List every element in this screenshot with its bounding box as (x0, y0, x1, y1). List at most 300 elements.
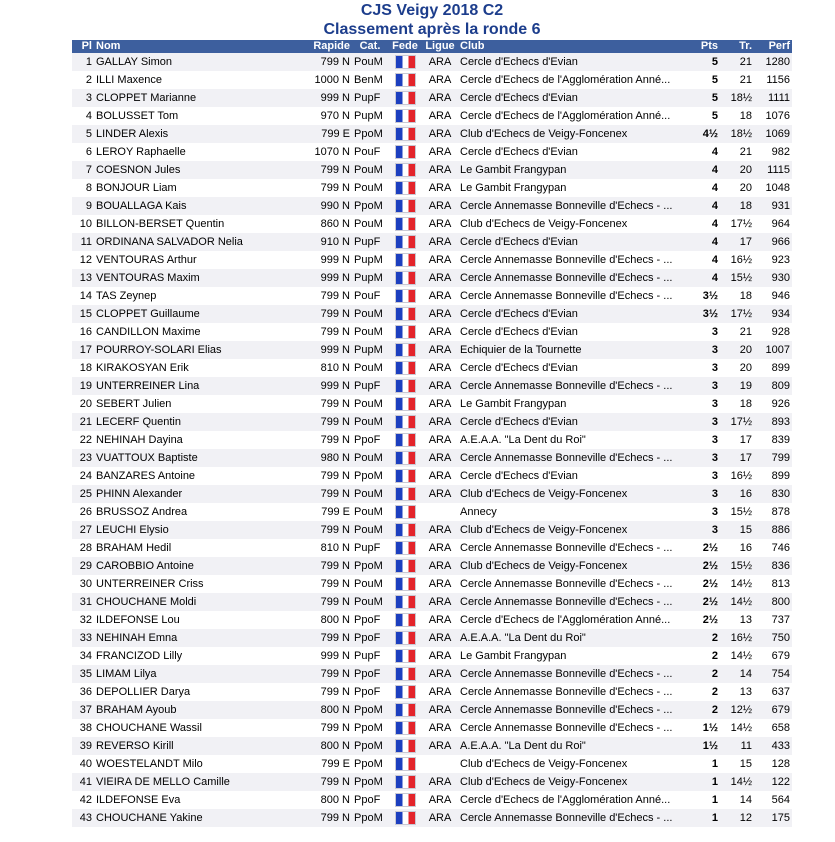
cell-rapide: 799 N (320, 470, 350, 482)
cell-ligue: ARA (428, 776, 452, 788)
cell-rapide: 980 N (320, 452, 350, 464)
cell-fede (388, 665, 422, 683)
table-row (72, 269, 792, 287)
cell-tr: 17 (739, 452, 752, 464)
cell-cat: PpoM (354, 560, 383, 572)
cell-nom: CLOPPET Guillaume (96, 308, 200, 320)
france-flag-icon (395, 721, 416, 735)
cell-pts: 2½ (702, 542, 718, 554)
france-flag-icon (395, 145, 416, 159)
cell-nom: CAROBBIO Antoine (96, 560, 194, 572)
cell-nom: LEUCHI Elysio (96, 524, 169, 536)
cell-tr: 18½ (730, 92, 752, 104)
cell-pl: 35 (79, 668, 92, 680)
cell-perf: 1111 (767, 92, 790, 104)
cell-ligue: ARA (428, 92, 452, 104)
cell-perf: 679 (771, 650, 790, 662)
cell-nom: ILDEFONSE Lou (96, 614, 180, 626)
cell-fede (388, 521, 422, 539)
cell-cat: PupF (354, 380, 381, 392)
cell-fede (388, 53, 422, 71)
cell-perf: 946 (771, 290, 790, 302)
cell-pts: 3 (711, 416, 718, 428)
cell-pts: 4 (711, 272, 718, 284)
cell-perf: 754 (771, 668, 790, 680)
cell-nom: LINDER Alexis (96, 128, 169, 140)
cell-nom: SEBERT Julien (96, 398, 172, 410)
table-row (72, 125, 792, 143)
cell-cat: PupM (354, 254, 383, 266)
cell-rapide: 999 N (320, 380, 350, 392)
cell-rapide: 1070 N (314, 146, 350, 158)
table-row (72, 305, 792, 323)
cell-fede (388, 647, 422, 665)
cell-nom: LECERF Quentin (96, 416, 181, 428)
cell-tr: 20 (739, 164, 752, 176)
cell-club: Cercle d'Echecs d'Evian (460, 236, 578, 248)
cell-fede (388, 125, 422, 143)
cell-tr: 20 (739, 182, 752, 194)
cell-pl: 12 (79, 254, 92, 266)
cell-fede (388, 611, 422, 629)
cell-fede (388, 719, 422, 737)
cell-ligue: ARA (428, 740, 452, 752)
cell-nom: DEPOLLIER Darya (96, 686, 191, 698)
cell-ligue: ARA (428, 164, 452, 176)
page-subtitle: Classement après la ronde 6 (323, 21, 541, 38)
france-flag-icon (395, 55, 416, 69)
cell-club: Club d'Echecs de Veigy-Foncenex (460, 488, 628, 500)
cell-rapide: 970 N (320, 110, 350, 122)
cell-fede (388, 791, 422, 809)
cell-pts: 4 (711, 146, 718, 158)
cell-club: Cercle Annemasse Bonneville d'Echecs - ... (460, 704, 673, 716)
cell-rapide: 799 N (320, 488, 350, 500)
cell-rapide: 999 N (320, 254, 350, 266)
cell-pl: 17 (79, 344, 92, 356)
cell-perf: 934 (771, 308, 790, 320)
cell-rapide: 799 N (320, 524, 350, 536)
cell-club: Cercle d'Echecs de l'Agglomération Anné... (460, 110, 671, 122)
cell-pts: 4 (711, 218, 718, 230)
cell-club: Cercle Annemasse Bonneville d'Echecs - ... (460, 290, 673, 302)
cell-pl: 14 (79, 290, 92, 302)
cell-nom: ORDINANA SALVADOR Nelia (96, 236, 243, 248)
cell-perf: 809 (771, 380, 790, 392)
cell-pl: 19 (79, 380, 92, 392)
cell-tr: 15½ (730, 272, 752, 284)
cell-ligue: ARA (428, 290, 452, 302)
cell-ligue: ARA (428, 128, 452, 140)
cell-fede (388, 197, 422, 215)
table-row (72, 503, 792, 521)
france-flag-icon (395, 109, 416, 123)
france-flag-icon (395, 613, 416, 627)
cell-fede (388, 485, 422, 503)
cell-ligue: ARA (428, 416, 452, 428)
cell-rapide: 800 N (320, 740, 350, 752)
cell-nom: CANDILLON Maxime (96, 326, 201, 338)
cell-perf: 893 (771, 416, 790, 428)
cell-pts: 3 (711, 380, 718, 392)
cell-ligue: ARA (428, 344, 452, 356)
cell-ligue: ARA (428, 308, 452, 320)
cell-nom: GALLAY Simon (96, 56, 173, 68)
cell-ligue: ARA (428, 146, 452, 158)
cell-club: Cercle Annemasse Bonneville d'Echecs - ... (460, 380, 673, 392)
cell-cat: PpoM (354, 740, 383, 752)
cell-cat: PpoM (354, 128, 383, 140)
cell-tr: 18 (739, 398, 752, 410)
table-row (72, 107, 792, 125)
table-row (72, 647, 792, 665)
cell-ligue: ARA (428, 362, 452, 374)
cell-perf: 679 (771, 704, 790, 716)
cell-club: Cercle d'Echecs d'Evian (460, 326, 578, 338)
cell-pl: 10 (79, 218, 92, 230)
cell-club: Club d'Echecs de Veigy-Foncenex (460, 758, 628, 770)
cell-perf: 899 (771, 470, 790, 482)
cell-fede (388, 395, 422, 413)
cell-cat: PpoF (354, 434, 381, 446)
col-header-fede: Fede (392, 40, 418, 52)
cell-pts: 2½ (702, 560, 718, 572)
cell-club: Club d'Echecs de Veigy-Foncenex (460, 128, 628, 140)
cell-nom: CHOUCHANE Moldi (96, 596, 197, 608)
cell-fede (388, 359, 422, 377)
table-row (72, 665, 792, 683)
cell-perf: 982 (771, 146, 790, 158)
cell-cat: PouM (354, 164, 383, 176)
cell-cat: PupF (354, 542, 381, 554)
cell-club: Club d'Echecs de Veigy-Foncenex (460, 560, 628, 572)
cell-perf: 930 (771, 272, 790, 284)
cell-tr: 15 (739, 524, 752, 536)
cell-club: A.E.A.A. "La Dent du Roi" (460, 434, 586, 446)
cell-cat: PpoF (354, 794, 381, 806)
cell-club: Club d'Echecs de Veigy-Foncenex (460, 218, 628, 230)
france-flag-icon (395, 541, 416, 555)
france-flag-icon (395, 271, 416, 285)
cell-rapide: 799 N (320, 398, 350, 410)
cell-perf: 926 (771, 398, 790, 410)
cell-fede (388, 269, 422, 287)
cell-nom: BRUSSOZ Andrea (96, 506, 188, 518)
cell-pts: 2½ (702, 578, 718, 590)
cell-perf: 923 (771, 254, 790, 266)
cell-tr: 11 (740, 740, 752, 752)
france-flag-icon (395, 415, 416, 429)
cell-rapide: 800 N (320, 704, 350, 716)
cell-nom: REVERSO Kirill (96, 740, 174, 752)
cell-nom: UNTERREINER Criss (96, 578, 204, 590)
cell-pts: 2 (711, 686, 718, 698)
cell-pl: 34 (79, 650, 92, 662)
table-row (72, 629, 792, 647)
table-row (72, 377, 792, 395)
cell-pl: 41 (79, 776, 92, 788)
table-row (72, 179, 792, 197)
cell-pts: 3 (711, 506, 718, 518)
france-flag-icon (395, 523, 416, 537)
cell-pl: 25 (79, 488, 92, 500)
cell-nom: LEROY Raphaelle (96, 146, 186, 158)
cell-club: Cercle d'Echecs de l'Agglomération Anné... (460, 614, 671, 626)
cell-pts: 3½ (702, 290, 718, 302)
cell-fede (388, 215, 422, 233)
table-row (72, 251, 792, 269)
col-header-nom: Nom (96, 40, 121, 52)
cell-tr: 16½ (730, 632, 752, 644)
cell-perf: 1007 (765, 344, 790, 356)
cell-cat: PupF (354, 236, 381, 248)
table-row (72, 557, 792, 575)
france-flag-icon (395, 577, 416, 591)
cell-perf: 830 (771, 488, 790, 500)
cell-rapide: 999 N (320, 272, 350, 284)
cell-cat: PouM (354, 452, 383, 464)
cell-pts: 5 (711, 56, 718, 68)
cell-rapide: 860 N (320, 218, 350, 230)
cell-ligue: ARA (428, 614, 452, 626)
cell-tr: 16½ (730, 254, 752, 266)
cell-fede (388, 449, 422, 467)
table-row (72, 161, 792, 179)
cell-ligue: ARA (428, 596, 452, 608)
table-row (72, 287, 792, 305)
cell-ligue: ARA (428, 110, 452, 122)
cell-tr: 17½ (730, 218, 752, 230)
cell-club: Echiquier de la Tournette (460, 344, 582, 356)
table-row (72, 683, 792, 701)
cell-nom: COESNON Jules (96, 164, 181, 176)
cell-nom: VUATTOUX Baptiste (96, 452, 198, 464)
table-row (72, 575, 792, 593)
cell-perf: 1076 (765, 110, 790, 122)
cell-cat: PpoF (354, 614, 381, 626)
cell-perf: 750 (771, 632, 790, 644)
cell-cat: PouM (354, 308, 383, 320)
france-flag-icon (395, 595, 416, 609)
france-flag-icon (395, 127, 416, 141)
cell-pts: 2 (711, 704, 718, 716)
cell-tr: 16 (739, 488, 752, 500)
cell-tr: 18½ (730, 128, 752, 140)
cell-fede (388, 233, 422, 251)
france-flag-icon (395, 793, 416, 807)
cell-rapide: 810 N (320, 542, 350, 554)
cell-nom: BOLUSSET Tom (96, 110, 179, 122)
cell-tr: 13 (739, 614, 752, 626)
cell-cat: PouM (354, 488, 383, 500)
cell-cat: PouF (354, 290, 381, 302)
table-row (72, 413, 792, 431)
cell-nom: BRAHAM Ayoub (96, 704, 177, 716)
cell-nom: CLOPPET Marianne (96, 92, 197, 104)
cell-cat: PouM (354, 326, 383, 338)
cell-pts: 1½ (702, 722, 718, 734)
cell-rapide: 799 N (320, 578, 350, 590)
cell-ligue: ARA (428, 722, 452, 734)
cell-ligue: ARA (428, 560, 452, 572)
cell-tr: 16½ (730, 470, 752, 482)
cell-cat: PouM (354, 524, 383, 536)
cell-perf: 799 (771, 452, 790, 464)
cell-nom: BOUALLAGA Kais (96, 200, 187, 212)
cell-pl: 15 (79, 308, 92, 320)
cell-rapide: 999 N (320, 344, 350, 356)
cell-club: Cercle d'Echecs d'Evian (460, 92, 578, 104)
cell-nom: POURROY-SOLARI Elias (96, 344, 222, 356)
cell-tr: 21 (739, 326, 752, 338)
table-row (72, 431, 792, 449)
cell-fede (388, 305, 422, 323)
cell-cat: PpoF (354, 632, 381, 644)
cell-ligue: ARA (428, 326, 452, 338)
cell-perf: 964 (771, 218, 790, 230)
cell-perf: 564 (771, 794, 790, 806)
cell-club: Annecy (460, 506, 497, 518)
table-row (72, 359, 792, 377)
cell-tr: 21 (739, 146, 752, 158)
cell-fede (388, 107, 422, 125)
cell-nom: LIMAM Lilya (96, 668, 157, 680)
table-row (72, 71, 792, 89)
cell-pl: 2 (85, 74, 92, 86)
cell-pl: 13 (79, 272, 92, 284)
cell-club: Cercle Annemasse Bonneville d'Echecs - ... (460, 668, 673, 680)
cell-club: Cercle d'Echecs d'Evian (460, 416, 578, 428)
cell-pl: 26 (79, 506, 92, 518)
table-row (72, 449, 792, 467)
cell-tr: 18 (739, 110, 752, 122)
cell-club: Le Gambit Frangypan (460, 398, 567, 410)
cell-cat: PupM (354, 110, 383, 122)
cell-fede (388, 737, 422, 755)
cell-ligue: ARA (428, 668, 452, 680)
cell-rapide: 799 N (320, 308, 350, 320)
cell-ligue: ARA (428, 524, 452, 536)
table-row (72, 485, 792, 503)
cell-ligue: ARA (428, 650, 452, 662)
cell-fede (388, 773, 422, 791)
cell-pts: 4½ (702, 128, 718, 140)
cell-perf: 746 (771, 542, 790, 554)
cell-rapide: 799 N (320, 722, 350, 734)
cell-pts: 3 (711, 452, 718, 464)
cell-pts: 5 (711, 110, 718, 122)
cell-cat: PpoM (354, 704, 383, 716)
cell-nom: ILLI Maxence (96, 74, 163, 86)
cell-club: Cercle Annemasse Bonneville d'Echecs - ... (460, 578, 673, 590)
cell-rapide: 799 N (320, 416, 350, 428)
cell-pl: 7 (85, 164, 92, 176)
cell-pts: 1 (711, 776, 718, 788)
cell-tr: 17 (739, 236, 752, 248)
cell-perf: 1115 (767, 164, 790, 176)
cell-club: Cercle Annemasse Bonneville d'Echecs - ... (460, 596, 673, 608)
cell-fede (388, 755, 422, 773)
cell-ligue: ARA (428, 56, 452, 68)
france-flag-icon (395, 307, 416, 321)
table-row (72, 143, 792, 161)
france-flag-icon (395, 757, 416, 771)
cell-cat: PouM (354, 506, 383, 518)
cell-fede (388, 413, 422, 431)
france-flag-icon (395, 397, 416, 411)
cell-nom: CHOUCHANE Wassil (96, 722, 202, 734)
cell-pl: 42 (79, 794, 92, 806)
cell-nom: KIRAKOSYAN Erik (96, 362, 189, 374)
france-flag-icon (395, 361, 416, 375)
cell-pl: 30 (79, 578, 92, 590)
france-flag-icon (395, 433, 416, 447)
cell-pl: 29 (79, 560, 92, 572)
cell-pl: 8 (85, 182, 92, 194)
france-flag-icon (395, 775, 416, 789)
france-flag-icon (395, 343, 416, 357)
cell-rapide: 1000 N (314, 74, 350, 86)
cell-ligue: ARA (428, 452, 452, 464)
cell-club: Cercle Annemasse Bonneville d'Echecs - ... (460, 812, 673, 824)
cell-tr: 14½ (730, 596, 752, 608)
cell-rapide: 799 N (320, 290, 350, 302)
cell-rapide: 799 N (320, 668, 350, 680)
cell-perf: 813 (771, 578, 790, 590)
cell-fede (388, 701, 422, 719)
cell-nom: ILDEFONSE Eva (96, 794, 181, 806)
cell-club: Cercle Annemasse Bonneville d'Echecs - ... (460, 272, 673, 284)
france-flag-icon (395, 559, 416, 573)
cell-ligue: ARA (428, 182, 452, 194)
cell-tr: 21 (739, 56, 752, 68)
cell-ligue (422, 755, 458, 773)
table-row (72, 737, 792, 755)
cell-tr: 14 (739, 794, 752, 806)
cell-club: Cercle Annemasse Bonneville d'Echecs - ... (460, 542, 673, 554)
cell-cat: PupF (354, 650, 381, 662)
cell-tr: 20 (739, 362, 752, 374)
cell-pl: 31 (79, 596, 92, 608)
france-flag-icon (395, 667, 416, 681)
cell-ligue: ARA (428, 704, 452, 716)
cell-rapide: 799 N (320, 326, 350, 338)
cell-rapide: 999 N (320, 650, 350, 662)
cell-perf: 122 (771, 776, 790, 788)
france-flag-icon (395, 469, 416, 483)
cell-tr: 20 (739, 344, 752, 356)
france-flag-icon (395, 379, 416, 393)
cell-rapide: 799 N (320, 434, 350, 446)
cell-tr: 14½ (730, 578, 752, 590)
cell-fede (388, 557, 422, 575)
table-header-row (72, 40, 792, 53)
table-row (72, 467, 792, 485)
col-header-rapide: Rapide (313, 40, 350, 52)
cell-rapide: 799 N (320, 632, 350, 644)
cell-cat: PouM (354, 578, 383, 590)
cell-perf: 1156 (766, 74, 790, 86)
cell-rapide: 799 N (320, 182, 350, 194)
cell-fede (388, 629, 422, 647)
cell-tr: 12 (739, 812, 752, 824)
cell-tr: 18 (739, 290, 752, 302)
cell-perf: 128 (771, 758, 790, 770)
cell-pts: 3½ (702, 308, 718, 320)
france-flag-icon (395, 217, 416, 231)
cell-nom: VENTOURAS Maxim (96, 272, 200, 284)
cell-pl: 5 (85, 128, 92, 140)
